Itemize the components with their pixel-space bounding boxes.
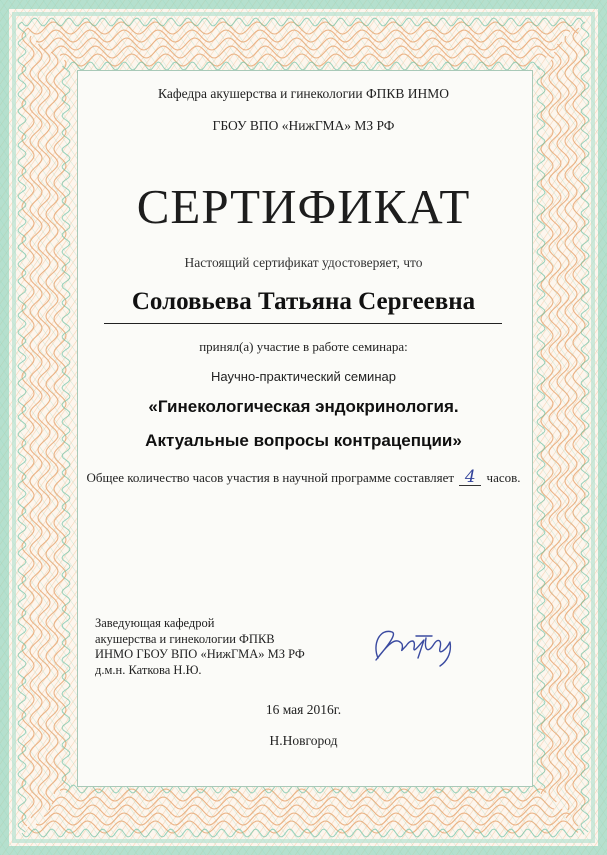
signatory-line4: д.м.н. Каткова Н.Ю. <box>95 662 202 677</box>
hours-statement <box>0 467 607 487</box>
recipient-name: Соловьева Татьяна Сергеевна <box>131 288 476 315</box>
participation-text: принял(а) участие в работе семинара: <box>199 339 408 354</box>
name-underline <box>104 323 502 324</box>
signatory-line3: ИНМО ГБОУ ВПО «НижГМА» МЗ РФ <box>95 647 305 661</box>
certifies-text: Настоящий сертификат удостоверяет, что <box>184 255 423 270</box>
certificate-title: СЕРТИФИКАТ <box>136 179 471 234</box>
hours-value: 4 <box>459 470 481 486</box>
issue-city: Н.Новгород <box>269 733 338 748</box>
signatory-line1: Заведующая кафедрой <box>95 616 215 630</box>
hours-suffix: часов. <box>486 470 521 485</box>
hours-prefix: Общее количество часов участия в научной программе составляет <box>86 470 455 485</box>
department-heading: Кафедра акушерства и гинекологии ФПКВ ИНМО <box>158 86 449 101</box>
issue-date: 16 мая 2016г. <box>265 702 342 717</box>
organization-heading: ГБОУ ВПО «НижГМА» МЗ РФ <box>212 118 395 133</box>
seminar-title-line1: «Гинекологическая эндокринология. <box>148 397 459 416</box>
handwritten-signature <box>366 614 466 674</box>
signatory-block <box>95 616 305 678</box>
seminar-title-line2: Актуальные вопросы контрацепции» <box>145 431 462 450</box>
seminar-type: Научно-практический семинар <box>211 369 396 384</box>
signatory-line2: акушерства и гинекологии ФПКВ <box>95 631 275 646</box>
